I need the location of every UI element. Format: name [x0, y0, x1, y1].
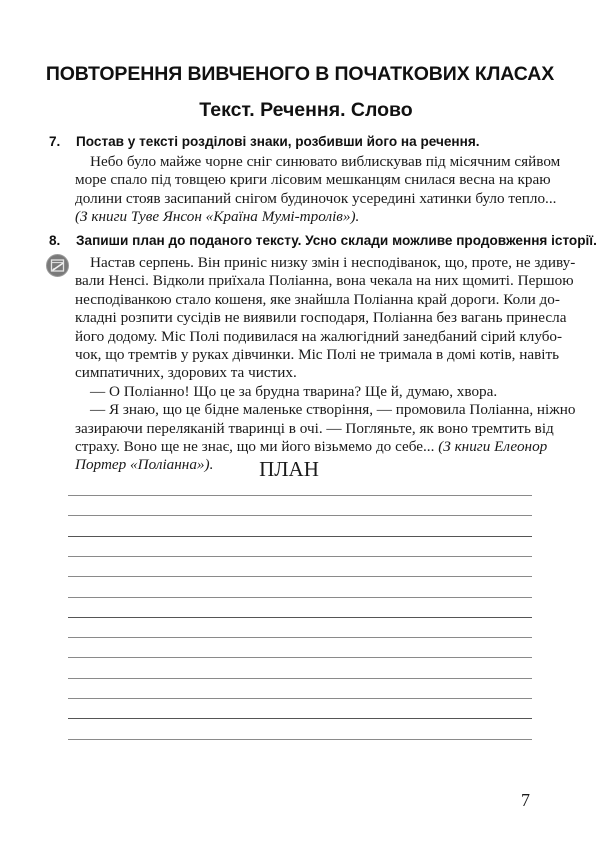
- source-citation: (З книги Елеонор: [438, 437, 548, 455]
- task-text-block: [75, 153, 561, 227]
- dialogue-line: — О Поліанно! Що це за брудна тварина? Ще й, думаю, хвора.: [90, 382, 498, 400]
- plan-title: ПЛАН: [259, 457, 319, 481]
- section-title: ПОВТОРЕННЯ ВИВЧЕНОГО В ПОЧАТКОВИХ КЛАСАХ: [45, 63, 555, 85]
- text-line: симпатичних, здорових та чистих.: [75, 364, 297, 382]
- dialogue-line: — Я знаю, що це бідне маленьке створіння, — промовила Поліанна, ніжно: [90, 401, 576, 419]
- writing-line[interactable]: [68, 718, 532, 719]
- task-text-block: [75, 254, 576, 475]
- writing-line[interactable]: [68, 678, 532, 679]
- writing-line[interactable]: [68, 495, 532, 496]
- writing-line[interactable]: [68, 637, 532, 638]
- writing-line[interactable]: [68, 739, 532, 740]
- task-heading: [49, 133, 533, 151]
- task-7: [49, 133, 561, 227]
- text-line: несподіванкою стало кошеня, яке знайшла Поліанна край дороги. Коли до-: [75, 290, 560, 308]
- task-number: 7.: [49, 134, 61, 149]
- task-number: 8.: [49, 233, 61, 248]
- task-instruction: Запиши план до поданого тексту. Усно склади можливе продовження історії.: [76, 233, 597, 248]
- page-number: 7: [521, 790, 530, 810]
- source-citation: Портер «Поліанна»).: [75, 456, 214, 474]
- writing-line[interactable]: [68, 617, 532, 618]
- text-line: вали Ненсі. Відколи приїхала Поліанна, вона чекала на них щомиті. Першою: [75, 272, 574, 290]
- writing-line[interactable]: [68, 515, 532, 516]
- write-icon: [46, 254, 69, 277]
- text-line: Настав серпень. Він приніс низку змін і несподіванок, що, проте, не здиву-: [90, 254, 576, 271]
- writing-line[interactable]: [68, 657, 532, 658]
- text-line: долини стояв засипаний снігом будиночок усередині хатинки було тепло...: [75, 189, 557, 207]
- task-instruction: Постав у тексті розділові знаки, розбивши його на речення.: [76, 134, 480, 149]
- text-line: Небо було майже чорне сніг синювато виблискував під місячним сяйвом: [90, 153, 561, 170]
- text-line: кладні розпити сусідів не виявили господаря, Поліанна без вагань принесла: [75, 309, 567, 327]
- text-line: зазираючи переляканій тваринці в очі. — Погляньте, як воно тремтить від: [75, 419, 554, 437]
- text-fragment: страху. Воно ще не знає, що ми його візьмемо до себе...: [75, 437, 439, 455]
- text-line: [75, 437, 548, 456]
- task-8: [49, 232, 597, 475]
- writing-line[interactable]: [68, 556, 532, 557]
- text-line: море спало під товщею криги лісовим мешканцям снилася весна на краю: [75, 171, 551, 189]
- task-heading: [49, 232, 597, 250]
- source-citation: (З книги Туве Янсон «Країна Мумі-тролів»).: [75, 208, 360, 226]
- topic-title: Текст. Речення. Слово: [199, 99, 413, 121]
- text-line: чок, що тремтів у руках дівчинки. Міс Полі не тримала в домі котів, навіть: [75, 345, 560, 363]
- writing-line[interactable]: [68, 536, 532, 537]
- writing-line[interactable]: [68, 698, 532, 699]
- writing-line[interactable]: [68, 576, 532, 577]
- writing-line[interactable]: [68, 597, 532, 598]
- text-line: його додому. Міс Полі подивилася на жалюгідний занедбаний сірий клубо-: [75, 327, 563, 345]
